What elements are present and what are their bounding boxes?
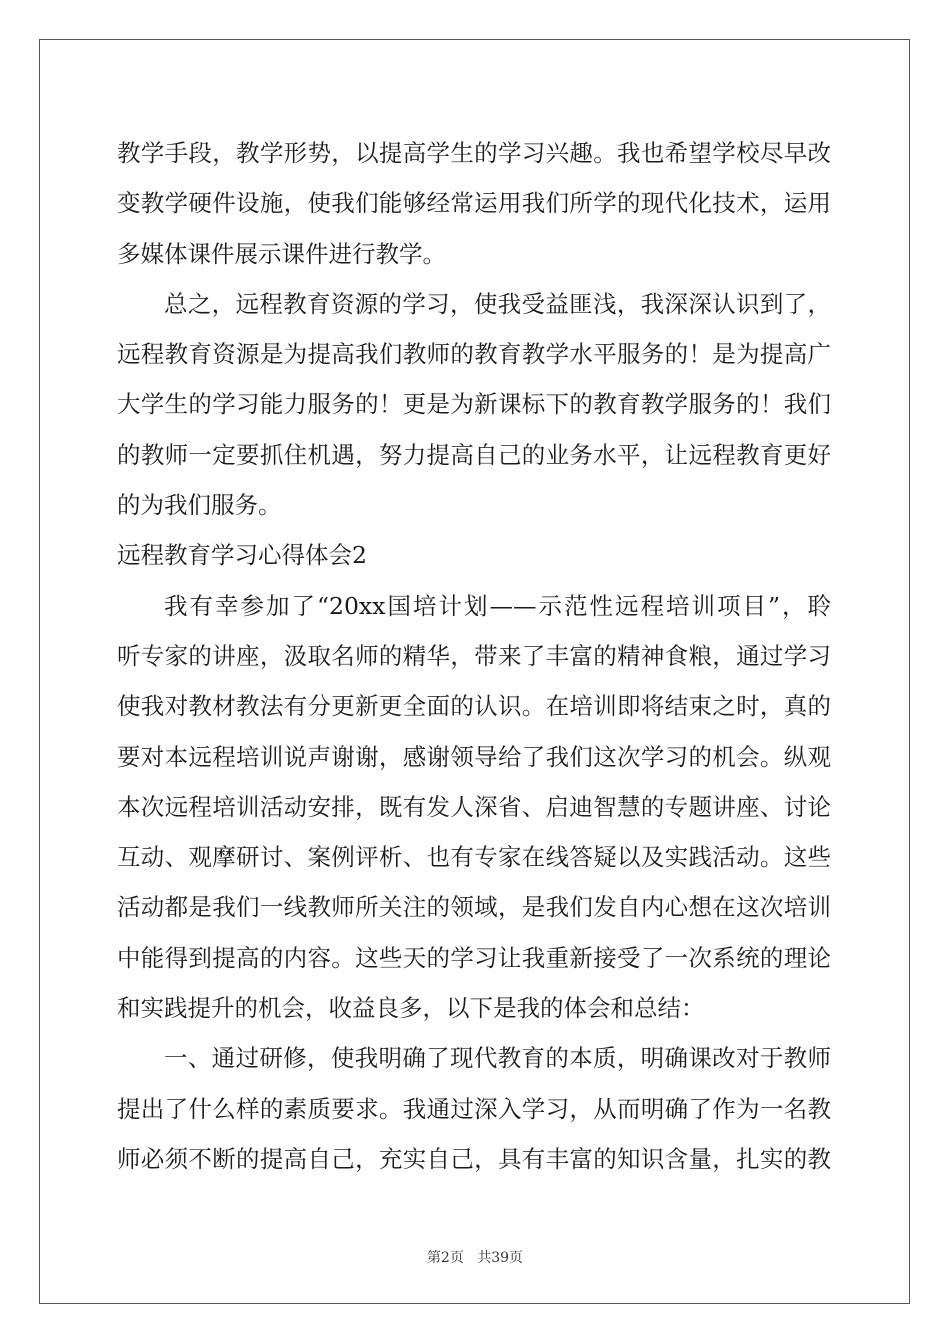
page-footer — [0, 1247, 950, 1267]
text-line: 活动都是我们一线教师所关注的领域，是我们发自内心想在这次培训 — [117, 893, 831, 922]
text-line: 我有幸参加了“20xx国培计划——示范性远程培训项目”，聆 — [164, 591, 831, 620]
text-line: 总之，远程教育资源的学习，使我受益匪浅，我深深认识到了， — [164, 289, 831, 318]
text-line: 互动、观摩研讨、案例评析、也有专家在线答疑以及实践活动。这些 — [117, 843, 831, 872]
text-line: 的教师一定要抓住机遇，努力提高自己的业务水平，让远程教育更好 — [117, 440, 831, 469]
document-body — [117, 128, 831, 1184]
text-line: 师必须不断的提高自己，充实自己，具有丰富的知识含量，扎实的教 — [117, 1144, 831, 1173]
text-line: 变教学硬件设施，使我们能够经常运用我们所学的现代化技术，运用 — [117, 189, 831, 218]
text-line: 多媒体课件展示课件进行教学。 — [117, 239, 446, 268]
text-line: 要对本远程培训说声谢谢，感谢领导给了我们这次学习的机会。纵观 — [117, 742, 831, 771]
text-line: 远程教育资源是为提高我们教师的教育教学水平服务的！是为提高广 — [117, 340, 831, 369]
text-line: 的为我们服务。 — [117, 491, 282, 520]
page-total: 共39页 — [477, 1250, 524, 1266]
text-line: 中能得到提高的内容。这些天的学习让我重新接受了一次系统的理论 — [117, 943, 831, 972]
page-number: 第2页 — [426, 1250, 464, 1266]
text-line: 远程教育学习心得体会2 — [117, 541, 367, 570]
text-line: 一、通过研修，使我明确了现代教育的本质，明确课改对于教师 — [164, 1044, 831, 1073]
text-line: 听专家的讲座，汲取名师的精华，带来了丰富的精神食粮，通过学习 — [117, 641, 831, 670]
text-line: 本次远程培训活动安排，既有发人深省、启迪智慧的专题讲座、讨论 — [117, 792, 831, 821]
text-line: 使我对教材教法有分更新更全面的认识。在培训即将结束之时，真的 — [117, 692, 831, 721]
text-line: 提出了什么样的素质要求。我通过深入学习，从而明确了作为一名教 — [117, 1094, 831, 1123]
text-line: 教学手段，教学形势，以提高学生的学习兴趣。我也希望学校尽早改 — [117, 139, 831, 167]
text-line: 和实践提升的机会，收益良多，以下是我的体会和总结： — [117, 994, 705, 1023]
text-line: 大学生的学习能力服务的！更是为新课标下的教育教学服务的！我们 — [117, 390, 831, 419]
